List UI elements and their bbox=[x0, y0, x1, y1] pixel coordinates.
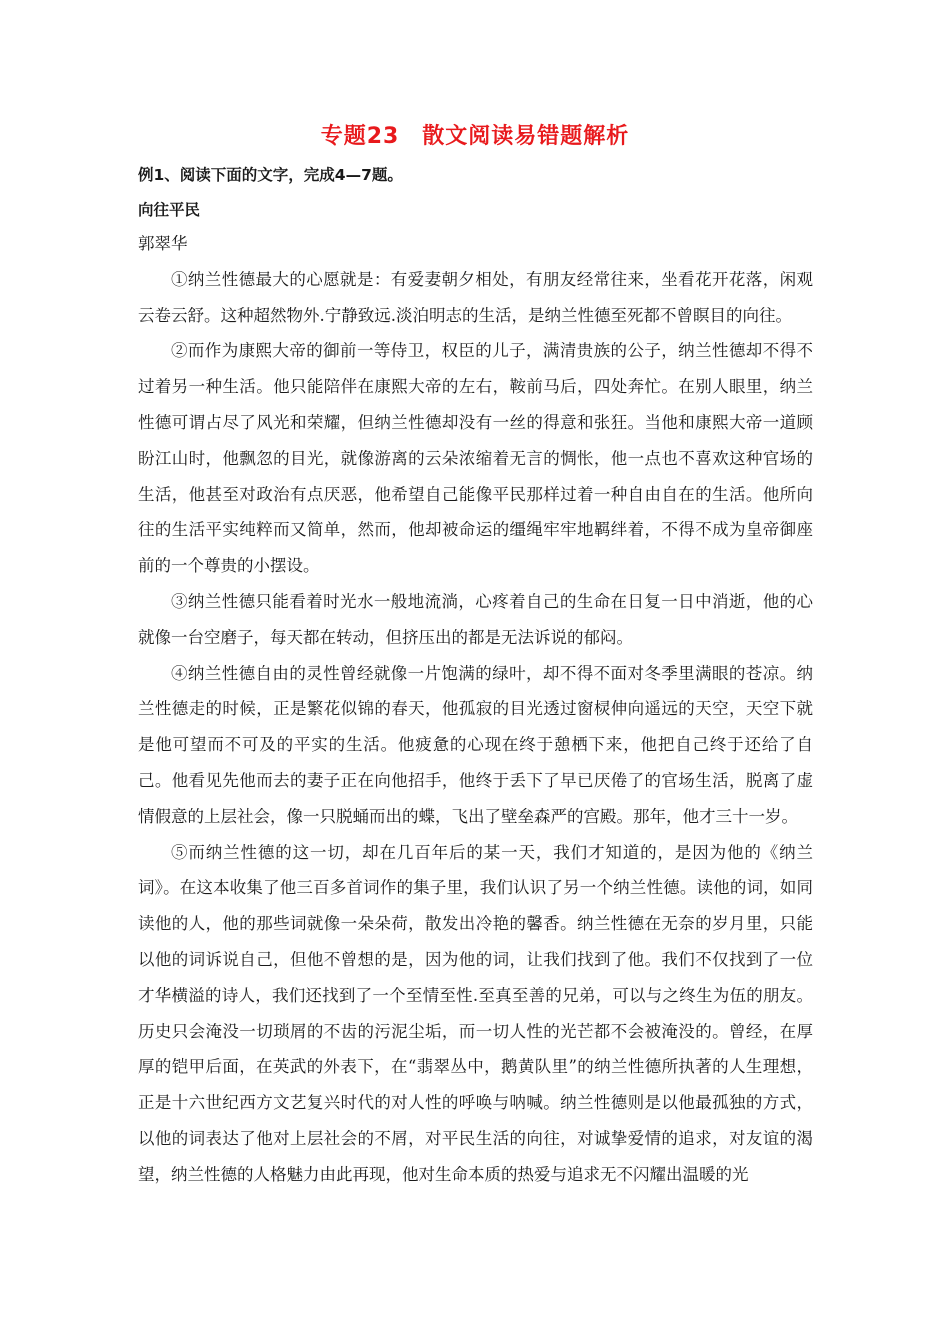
paragraph-2: ②而作为康熙大帝的御前一等侍卫，权臣的儿子，满清贵族的公子，纳兰性德却不得不过着另一种生活。他只能陪伴在康熙大帝的左右，鞍前马后，四处奔忙。在别人眼里，纳兰性德可谓占尽了风光和荣耀，但纳兰性德却没有一丝的得意和张狂。当他和康熙大帝一道顾盼江山时，他飘忽的目光，就像游离的云朵浓缩着无言的惆怅，他一点也不喜欢这种官场的生活，他甚至对政治有点厌恶，他希望自己能像平民那样过着一种自由自在的生活。他所向往的生活平实纯粹而又简单，然而，他却被命运的缰绳牢牢地羁绊着，不得不成为皇帝御座前的一个尊贵的小摆设。 bbox=[138, 341, 813, 576]
document-body bbox=[138, 158, 813, 1193]
article-author: 郭翠华 bbox=[138, 234, 188, 254]
paragraph-5: ⑤而纳兰性德的这一切，却在几百年后的某一天，我们才知道的，是因为他的《纳兰词》。在这本收集了他三百多首词作的集子里，我们认识了另一个纳兰性德。读他的词，如同读他的人，他的那些词就像一朵朵荷，散发出冷艳的馨香。纳兰性德在无奈的岁月里，只能以他的词诉说自己，但他不曾想的是，因为他的词，让我们找到了他。我们不仅找到了一位才华横溢的诗人，我们还找到了一个至情至性.至真至善的兄弟，可以与之终生为伍的朋友。历史只会淹没一切琐屑的不齿的污泥尘垢，而一切人性的光芒都不会被淹没的。曾经，在厚厚的铠甲后面，在英武的外表下，在“翡翠丛中，鹅黄队里”的纳兰性德所执著的人生理想，正是十六世纪西方文艺复兴时代的对人性的呼唤与呐喊。纳兰性德则是以他最孤独的方式，以他的词表达了他对上层社会的不屑，对平民生活的向往，对诚挚爱情的追求，对友谊的渴望，纳兰性德的人格魅力由此再现，他对生命本质的热爱与追求无不闪耀出温暖的光 bbox=[138, 842, 813, 1184]
paragraph-3: ③纳兰性德只能看着时光水一般地流淌，心疼着自己的生命在日复一日中消逝，他的心就像一台空磨子，每天都在转动，但挤压出的都是无法诉说的郁闷。 bbox=[138, 591, 813, 647]
article-title: 向往平民 bbox=[138, 200, 201, 219]
paragraph-4: ④纳兰性德自由的灵性曾经就像一片饱满的绿叶，却不得不面对冬季里满眼的苍凉。纳兰性德走的时候，正是繁花似锦的春天，他孤寂的目光透过窗棂伸向遥远的天空，天空下就是他可望而不可及的平实的生活。他疲惫的心现在终于憩栖下来，他把自己终于还给了自己。他看见先他而去的妻子正在向他招手，他终于丢下了早已厌倦了的官场生活，脱离了虚情假意的上层社会，像一只脱蛹而出的蝶，飞出了壁垒森严的宫殿。那年，他才三十一岁。 bbox=[138, 663, 813, 826]
paragraph-1: ①纳兰性德最大的心愿就是：有爱妻朝夕相处，有朋友经常往来，坐看花开花落，闲观云卷云舒。这种超然物外.宁静致远.淡泊明志的生活，是纳兰性德至死都不曾瞑目的向往。 bbox=[138, 269, 813, 325]
example-intro: 例1、阅读下面的文字，完成4—7题。 bbox=[138, 166, 403, 184]
document-title: 专题23 散文阅读易错题解析 bbox=[320, 124, 630, 149]
